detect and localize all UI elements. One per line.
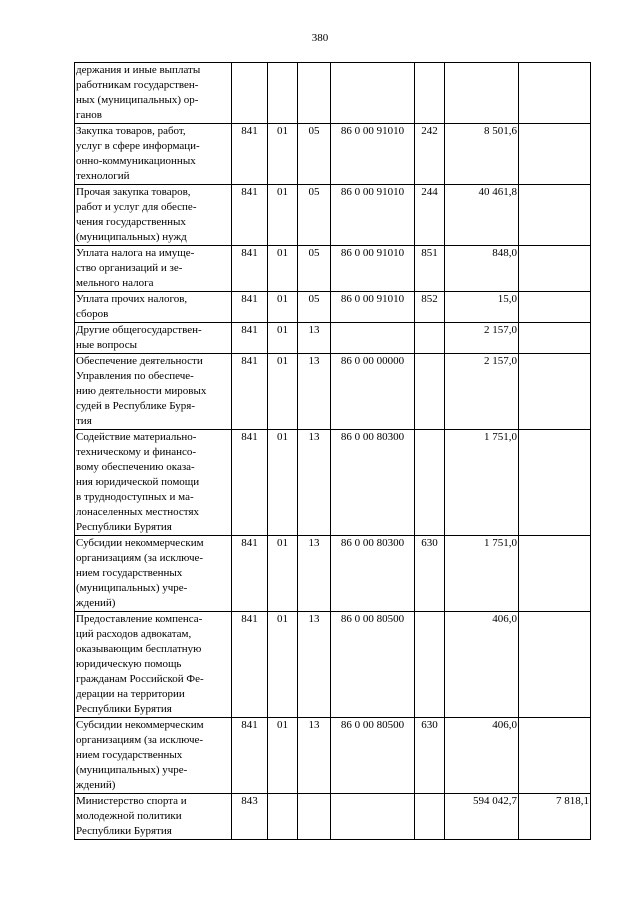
target-article-cell [331,323,415,354]
description-line: работникам государствен- [76,79,199,91]
description-line: ных (муниципальных) ор- [76,94,199,106]
amount-cell: 2 157,0 [445,354,519,430]
table-row [75,718,591,794]
additional-amount-cell [519,354,591,430]
description-line: юридическую помощь [76,658,182,670]
description-line: ций расходов адвокатам, [76,628,192,640]
budget-table-body [75,63,591,840]
section-code-cell: 01 [268,124,298,185]
target-article-cell: 86 0 00 80500 [331,718,415,794]
additional-amount-cell [519,323,591,354]
additional-amount-cell [519,63,591,124]
description-line: Субсидии некоммерческим [76,537,204,549]
target-article-cell: 86 0 00 91010 [331,185,415,246]
ministry-code-cell: 841 [232,430,268,536]
budget-table [74,62,591,840]
additional-amount-cell [519,292,591,323]
description-line: Министерство спорта и [76,795,187,807]
description-line: онно-коммуникационных [76,155,196,167]
table-row [75,794,591,840]
table-row [75,430,591,536]
description-line: вому обеспечению оказа- [76,461,195,473]
table-row [75,246,591,292]
description-line: (муниципальных) учре- [76,582,188,594]
table-row [75,354,591,430]
subsection-code-cell: 13 [298,612,331,718]
ministry-code-cell [232,63,268,124]
description-cell [75,612,232,718]
section-code-cell: 01 [268,612,298,718]
table-row [75,63,591,124]
description-line: Прочая закупка товаров, [76,186,191,198]
expense-type-cell [415,430,445,536]
target-article-cell: 86 0 00 80300 [331,536,415,612]
section-code-cell [268,63,298,124]
description-cell [75,354,232,430]
description-line: технологий [76,170,130,182]
description-line: организациям (за исключе- [76,734,204,746]
expense-type-cell: 244 [415,185,445,246]
section-code-cell: 01 [268,718,298,794]
description-line: сборов [76,308,109,320]
description-line: Субсидии некоммерческим [76,719,204,731]
ministry-code-cell: 841 [232,718,268,794]
additional-amount-cell [519,246,591,292]
description-line: гражданам Российской Фе- [76,673,204,685]
description-line: в труднодоступных и ма- [76,491,194,503]
description-line: ждений) [76,597,116,609]
additional-amount-cell [519,718,591,794]
additional-amount-cell [519,612,591,718]
section-code-cell: 01 [268,185,298,246]
subsection-code-cell: 05 [298,124,331,185]
description-line: Республики Бурятия [76,703,172,715]
description-line: нием государственных [76,567,183,579]
ministry-code-cell: 841 [232,354,268,430]
expense-type-cell: 851 [415,246,445,292]
subsection-code-cell: 13 [298,536,331,612]
description-line: Управления по обеспече- [76,370,194,382]
expense-type-cell [415,63,445,124]
target-article-cell [331,794,415,840]
table-row [75,124,591,185]
subsection-code-cell [298,63,331,124]
description-line: Предоставление компенса- [76,613,203,625]
subsection-code-cell: 05 [298,246,331,292]
description-line: молодежной политики [76,810,182,822]
section-code-cell: 01 [268,323,298,354]
description-line: ждений) [76,779,116,791]
target-article-cell: 86 0 00 91010 [331,292,415,323]
target-article-cell: 86 0 00 80300 [331,430,415,536]
amount-cell [445,63,519,124]
table-row [75,323,591,354]
description-line: ганов [76,109,102,121]
description-line: судей в Республике Буря- [76,400,196,412]
expense-type-cell [415,612,445,718]
ministry-code-cell: 841 [232,124,268,185]
amount-cell: 1 751,0 [445,430,519,536]
subsection-code-cell: 13 [298,718,331,794]
amount-cell: 406,0 [445,718,519,794]
description-line: Другие общегосударствен- [76,324,202,336]
description-cell [75,124,232,185]
description-line: ния юридической помощи [76,476,200,488]
section-code-cell: 01 [268,536,298,612]
target-article-cell: 86 0 00 91010 [331,246,415,292]
description-line: Республики Бурятия [76,521,172,533]
description-cell [75,63,232,124]
subsection-code-cell: 05 [298,185,331,246]
description-line: работ и услуг для обеспе- [76,201,197,213]
description-line: оказывающим бесплатную [76,643,202,655]
ministry-code-cell: 841 [232,323,268,354]
description-line: техническому и финансо- [76,446,197,458]
ministry-code-cell: 841 [232,185,268,246]
description-line: лонаселенных местностях [76,506,200,518]
description-line: чения государственных [76,216,186,228]
description-line: ство организаций и зе- [76,262,183,274]
subsection-code-cell: 13 [298,430,331,536]
amount-cell: 15,0 [445,292,519,323]
page-number: 380 [311,32,329,44]
section-code-cell: 01 [268,354,298,430]
ministry-code-cell: 843 [232,794,268,840]
description-line: дерации на территории [76,688,185,700]
additional-amount-cell [519,124,591,185]
amount-cell: 848,0 [445,246,519,292]
target-article-cell: 86 0 00 00000 [331,354,415,430]
description-line: услуг в сфере информаци- [76,140,200,152]
additional-amount-cell [519,536,591,612]
table-row [75,536,591,612]
description-cell [75,246,232,292]
amount-cell: 40 461,8 [445,185,519,246]
ministry-code-cell: 841 [232,612,268,718]
description-line: Уплата налога на имуще- [76,247,195,259]
target-article-cell [331,63,415,124]
ministry-code-cell: 841 [232,536,268,612]
description-cell [75,718,232,794]
description-cell [75,536,232,612]
section-code-cell: 01 [268,246,298,292]
description-line: Содействие материально- [76,431,197,443]
section-code-cell: 01 [268,292,298,323]
description-line: организациям (за исключе- [76,552,204,564]
description-line: ные вопросы [76,339,137,351]
description-line: Обеспечение деятельности [76,355,203,367]
section-code-cell: 01 [268,430,298,536]
amount-cell: 594 042,7 [445,794,519,840]
description-cell [75,185,232,246]
expense-type-cell: 630 [415,536,445,612]
subsection-code-cell [298,794,331,840]
description-line: (муниципальных) нужд [76,231,187,243]
amount-cell: 8 501,6 [445,124,519,185]
description-cell [75,323,232,354]
description-cell [75,430,232,536]
additional-amount-cell [519,430,591,536]
subsection-code-cell: 05 [298,292,331,323]
amount-cell: 1 751,0 [445,536,519,612]
target-article-cell: 86 0 00 91010 [331,124,415,185]
target-article-cell: 86 0 00 80500 [331,612,415,718]
ministry-code-cell: 841 [232,292,268,323]
subsection-code-cell: 13 [298,323,331,354]
description-line: Уплата прочих налогов, [76,293,188,305]
subsection-code-cell: 13 [298,354,331,430]
expense-type-cell [415,354,445,430]
expense-type-cell: 242 [415,124,445,185]
description-cell [75,794,232,840]
description-line: Закупка товаров, работ, [76,125,186,137]
ministry-code-cell: 841 [232,246,268,292]
amount-cell: 406,0 [445,612,519,718]
expense-type-cell: 630 [415,718,445,794]
table-row [75,185,591,246]
description-line: держания и иные выплаты [76,64,201,76]
description-line: тия [76,415,92,427]
description-line: (муниципальных) учре- [76,764,188,776]
additional-amount-cell: 7 818,1 [519,794,591,840]
description-cell [75,292,232,323]
additional-amount-cell [519,185,591,246]
section-code-cell [268,794,298,840]
table-row [75,612,591,718]
expense-type-cell: 852 [415,292,445,323]
description-line: нию деятельности мировых [76,385,207,397]
description-line: Республики Бурятия [76,825,172,837]
description-line: мельного налога [76,277,154,289]
expense-type-cell [415,323,445,354]
table-row [75,292,591,323]
expense-type-cell [415,794,445,840]
description-line: нием государственных [76,749,183,761]
amount-cell: 2 157,0 [445,323,519,354]
